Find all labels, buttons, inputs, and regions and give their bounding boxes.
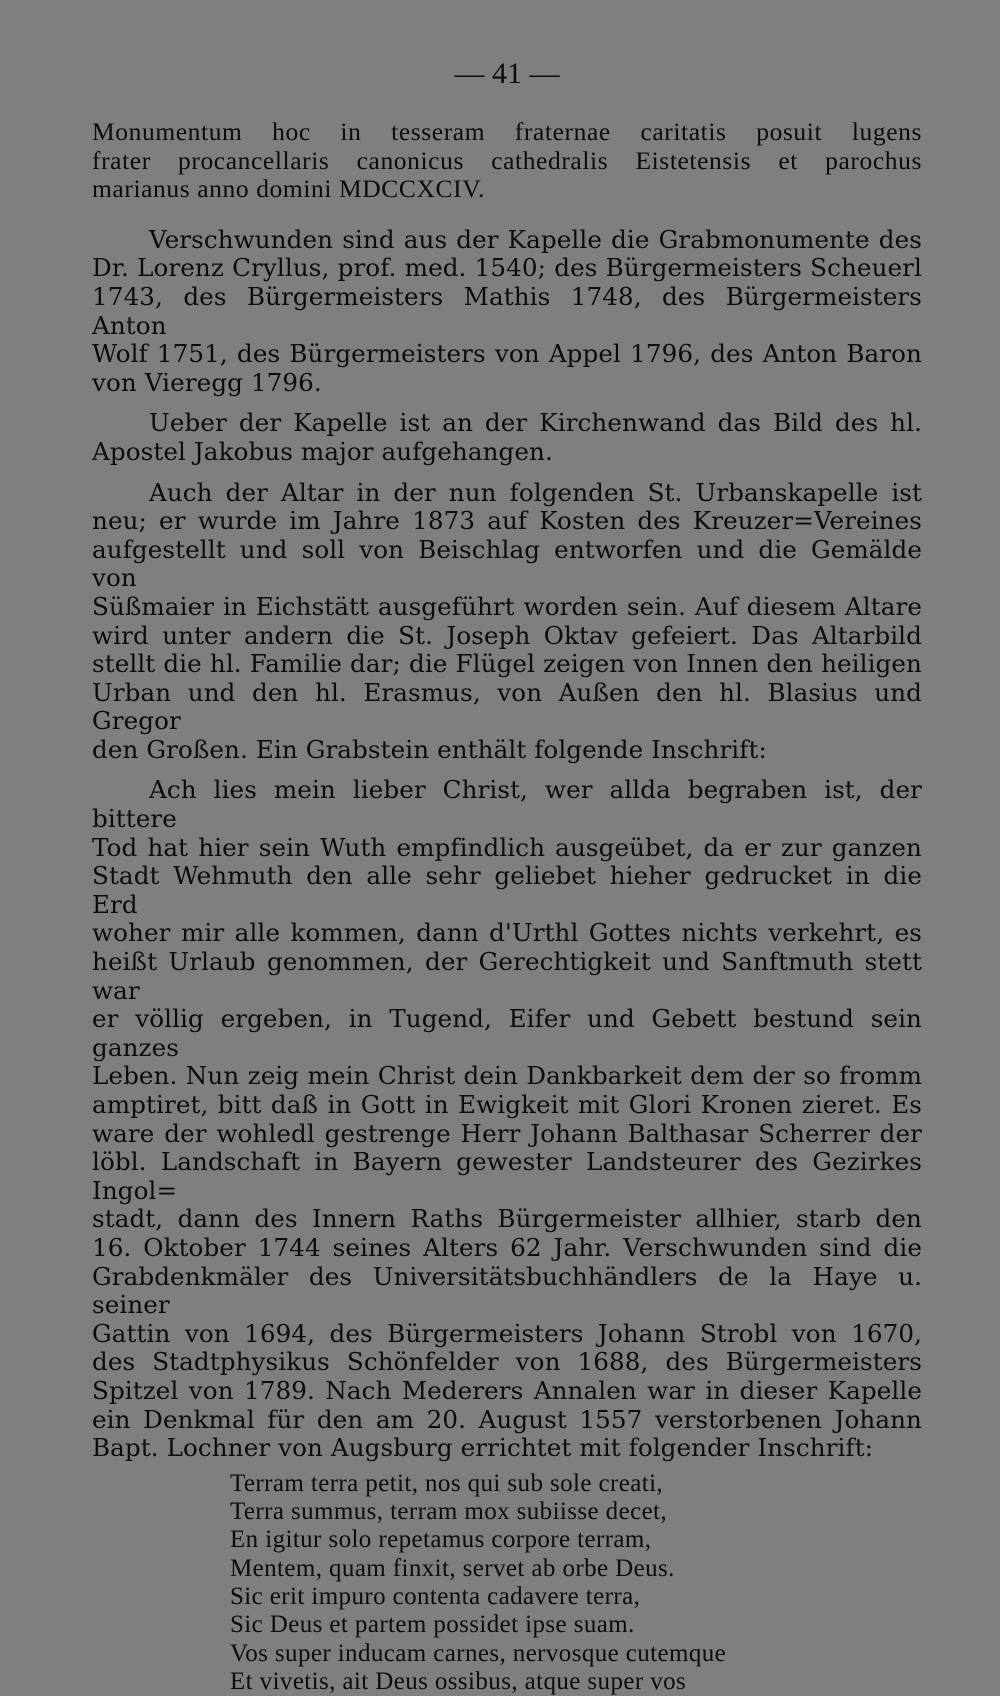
verse-line: Mentem, quam finxit, servet ab orbe Deus. — [230, 1554, 675, 1582]
verse-line: Terra summus, terram mox subiisse decet, — [230, 1498, 668, 1526]
text-line: Ueber der Kapelle ist an der Kirchenwand das Bild des hl. — [149, 408, 922, 438]
paragraph-3 — [92, 409, 922, 466]
text-line: Urban und den hl. Erasmus, von Außen den hl. Blasius und Gregor — [92, 677, 922, 736]
text-line: stellt die hl. Familie dar; die Flügel zeigen von Innen den heiligen — [92, 649, 922, 679]
text-line: Spitzel von 1789. Nach Mederers Annalen war in dieser Kapelle — [92, 1375, 922, 1405]
text-line: amptiret, bitt daß in Gott in Ewigkeit mit Glori Kronen zieret. Es — [92, 1090, 922, 1119]
spacer — [92, 1463, 922, 1470]
text-line: marianus anno domini MDCCXCIV. — [92, 174, 485, 204]
text-line: aufgestellt und soll von Beischlag entworfen und die Gemälde von — [92, 534, 922, 593]
verse-line: En igitur solo repetamus corpore terram, — [230, 1526, 652, 1554]
paragraph-1 — [92, 118, 922, 204]
text-line: Grabdenkmäler des Universitätsbuchhändlers de la Haye u. seiner — [92, 1261, 922, 1320]
text-line: Bapt. Lochner von Augsburg errichtet mit folgender Inschrift: — [92, 1433, 874, 1463]
book-page — [92, 56, 922, 1696]
text-line: ware der wohledl gestrenge Herr Johann Balthasar Scherrer der — [92, 1118, 922, 1148]
text-line: woher mir alle kommen, dann d'Urthl Gottes nichts verkehrt, es — [92, 918, 922, 948]
text-line: Tod hat hier sein Wuth empfindlich ausgeübet, da er zur ganzen — [92, 832, 922, 862]
paragraph-5 — [92, 776, 922, 1462]
text-line: neu; er wurde im Jahre 1873 auf Kosten des Kreuzer=Vereines — [92, 506, 922, 536]
page-number: — 41 — — [454, 57, 560, 90]
text-line: stadt, dann des Innern Raths Bürgermeister allhier, starb den — [92, 1204, 922, 1234]
verse-line: Sic erit impuro contenta cadavere terra, — [230, 1582, 641, 1610]
text-line: frater procancellaris canonicus cathedralis Eistetensis et parochus — [92, 145, 922, 175]
text-line: Verschwunden sind aus der Kapelle die Grabmonumente des — [149, 224, 922, 254]
text-line: wird unter andern die St. Joseph Oktav gefeiert. Das Altarbild — [92, 620, 922, 650]
text-line: Auch der Altar in der nun folgenden St. Urbanskapelle ist — [149, 477, 922, 507]
text-line: Gattin von 1694, des Bürgermeisters Johann Strobl von 1670, — [92, 1318, 922, 1348]
latin-epitaph-verse — [230, 1470, 922, 1696]
text-line: von Vieregg 1796. — [92, 367, 322, 397]
text-line: Apostel Jakobus major aufgehangen. — [92, 436, 553, 466]
text-line: den Großen. Ein Grabstein enthält folgende Inschrift: — [92, 734, 767, 764]
text-line: löbl. Landschaft in Bayern gewester Landsteurer des Gezirkes Ingol= — [92, 1147, 922, 1205]
text-line: ein Denkmal für den am 20. August 1557 verstorbenen Johann — [92, 1404, 922, 1434]
paragraph-4 — [92, 479, 922, 765]
text-line: heißt Urlaub genommen, der Gerechtigkeit und Sanftmuth stett war — [92, 947, 922, 1005]
text-line: er völlig ergeben, in Tugend, Eifer und Gebett bestund sein ganzes — [92, 1004, 922, 1062]
body-text — [92, 118, 922, 1463]
text-line: Ach lies mein lieber Christ, wer allda begraben ist, der bittere — [92, 775, 922, 834]
text-line: Wolf 1751, des Bürgermeisters von Appel 1796, des Anton Baron — [92, 339, 922, 369]
text-line: Süßmaier in Eichstätt ausgeführt worden sein. Auf diesem Altare — [92, 591, 922, 621]
text-line: Stadt Wehmuth den alle sehr geliebet hieher gedrucket in die Erd — [92, 861, 922, 919]
text-line: des Stadtphysikus Schönfelder von 1688, des Bürgermeisters — [92, 1347, 922, 1377]
verse-line: Vos super inducam carnes, nervosque cutemque — [230, 1639, 727, 1667]
verse-line: Terram terra petit, nos qui sub sole creati, — [230, 1469, 664, 1497]
verse-line: Et vivetis, ait Deus ossibus, atque super vos — [230, 1667, 687, 1695]
paragraph-2 — [92, 226, 922, 398]
text-line: Leben. Nun zeig mein Christ dein Dankbarkeit dem der so fromm — [92, 1061, 922, 1091]
text-line: 1743, des Bürgermeisters Mathis 1748, des Bürgermeisters Anton — [92, 281, 922, 340]
text-line: 16. Oktober 1744 seines Alters 62 Jahr. Verschwunden sind die — [92, 1232, 922, 1262]
verse-line: Sic Deus et partem possidet ipse suam. — [230, 1611, 635, 1639]
text-line: Monumentum hoc in tesseram fraternae caritatis posuit lugens — [92, 117, 922, 146]
text-line: Dr. Lorenz Cryllus, prof. med. 1540; des Bürgermeisters Scheuerl — [92, 253, 922, 283]
